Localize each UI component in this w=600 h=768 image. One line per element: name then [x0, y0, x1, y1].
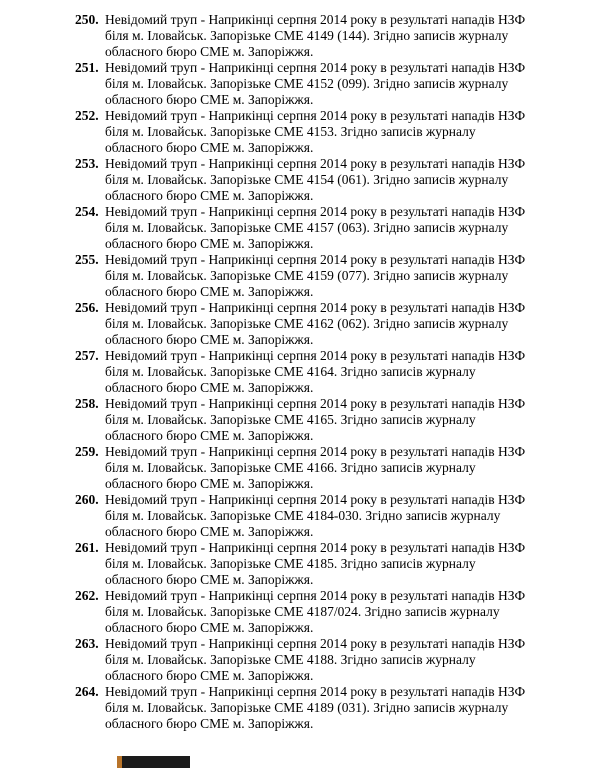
entry-text-line: Невідомий труп - Наприкінці серпня 2014 року в результаті нападів НЗФ — [105, 252, 526, 267]
entry-text-line: біля м. Іловайськ. Запорізьке СМЕ 4185. Згідно записів журналу — [105, 556, 476, 571]
entry-text-line: Невідомий труп - Наприкінці серпня 2014 року в результаті нападів НЗФ — [105, 636, 526, 651]
list-item — [75, 60, 600, 108]
entry-text-line: Невідомий труп - Наприкінці серпня 2014 року в результаті нападів НЗФ — [105, 540, 526, 555]
entry-text — [105, 588, 525, 636]
entry-text-line: біля м. Іловайськ. Запорізьке СМЕ 4166. Згідно записів журналу — [105, 460, 476, 475]
entry-text-line: обласного бюро СМЕ м. Запоріжжя. — [105, 188, 314, 203]
entry-text — [105, 12, 525, 60]
entry-number: 261. — [75, 540, 99, 555]
entry-text — [105, 444, 525, 492]
entry-text-line: Невідомий труп - Наприкінці серпня 2014 року в результаті нападів НЗФ — [105, 492, 526, 507]
entry-text-line: біля м. Іловайськ. Запорізьке СМЕ 4157 (063). Згідно записів журналу — [105, 220, 509, 235]
entry-number: 257. — [75, 348, 99, 363]
entry-text — [105, 684, 525, 732]
entry-text-line: Невідомий труп - Наприкінці серпня 2014 року в результаті нападів НЗФ — [105, 348, 526, 363]
list-item — [75, 444, 600, 492]
entry-text-line: Невідомий труп - Наприкінці серпня 2014 року в результаті нападів НЗФ — [105, 396, 526, 411]
entry-text-line: обласного бюро СМЕ м. Запоріжжя. — [105, 284, 314, 299]
entry-text — [105, 396, 525, 444]
entry-number: 258. — [75, 396, 99, 411]
entry-number: 252. — [75, 108, 99, 123]
list-item — [75, 300, 600, 348]
list-item — [75, 204, 600, 252]
entry-text — [105, 300, 525, 348]
list-item — [75, 684, 600, 732]
entry-text — [105, 540, 525, 588]
entry-text-line: обласного бюро СМЕ м. Запоріжжя. — [105, 476, 314, 491]
entry-text-line: Невідомий труп - Наприкінці серпня 2014 року в результаті нападів НЗФ — [105, 684, 526, 699]
entry-text-line: біля м. Іловайськ. Запорізьке СМЕ 4152 (099). Згідно записів журналу — [105, 76, 509, 91]
entry-text-line: обласного бюро СМЕ м. Запоріжжя. — [105, 92, 314, 107]
footer-bar-accent — [117, 756, 122, 768]
list-item — [75, 348, 600, 396]
entry-text-line: обласного бюро СМЕ м. Запоріжжя. — [105, 236, 314, 251]
entry-number: 251. — [75, 60, 99, 75]
entry-text-line: Невідомий труп - Наприкінці серпня 2014 року в результаті нападів НЗФ — [105, 12, 526, 27]
entry-list — [75, 12, 600, 732]
entry-text-line: біля м. Іловайськ. Запорізьке СМЕ 4159 (077). Згідно записів журналу — [105, 268, 509, 283]
entry-number: 250. — [75, 12, 99, 27]
entry-text-line: обласного бюро СМЕ м. Запоріжжя. — [105, 572, 314, 587]
list-item — [75, 12, 600, 60]
entry-text-line: біля м. Іловайськ. Запорізьке СМЕ 4149 (144). Згідно записів журналу — [105, 28, 509, 43]
list-item — [75, 636, 600, 684]
entry-text — [105, 492, 525, 540]
entry-number: 256. — [75, 300, 99, 315]
entry-number: 254. — [75, 204, 99, 219]
entry-text-line: біля м. Іловайськ. Запорізьке СМЕ 4187/024. Згідно записів журналу — [105, 604, 500, 619]
entry-text-line: обласного бюро СМЕ м. Запоріжжя. — [105, 428, 314, 443]
entry-text-line: біля м. Іловайськ. Запорізьке СМЕ 4165. Згідно записів журналу — [105, 412, 476, 427]
entry-text-line: Невідомий труп - Наприкінці серпня 2014 року в результаті нападів НЗФ — [105, 300, 526, 315]
list-item — [75, 156, 600, 204]
entry-text-line: обласного бюро СМЕ м. Запоріжжя. — [105, 140, 314, 155]
list-item — [75, 588, 600, 636]
entry-text — [105, 108, 525, 156]
list-item — [75, 396, 600, 444]
entry-text — [105, 156, 525, 204]
entry-text-line: Невідомий труп - Наприкінці серпня 2014 року в результаті нападів НЗФ — [105, 108, 526, 123]
entry-text — [105, 348, 525, 396]
entry-text-line: Невідомий труп - Наприкінці серпня 2014 року в результаті нападів НЗФ — [105, 156, 526, 171]
entry-text-line: Невідомий труп - Наприкінці серпня 2014 року в результаті нападів НЗФ — [105, 204, 526, 219]
entry-text-line: обласного бюро СМЕ м. Запоріжжя. — [105, 620, 314, 635]
entry-text-line: біля м. Іловайськ. Запорізьке СМЕ 4154 (061). Згідно записів журналу — [105, 172, 509, 187]
entry-text-line: обласного бюро СМЕ м. Запоріжжя. — [105, 668, 314, 683]
entry-text-line: біля м. Іловайськ. Запорізьке СМЕ 4153. Згідно записів журналу — [105, 124, 476, 139]
entry-text-line: біля м. Іловайськ. Запорізьке СМЕ 4189 (031). Згідно записів журналу — [105, 700, 509, 715]
list-item — [75, 252, 600, 300]
list-item — [75, 540, 600, 588]
entry-text-line: обласного бюро СМЕ м. Запоріжжя. — [105, 44, 314, 59]
entry-text — [105, 204, 525, 252]
entry-text-line: біля м. Іловайськ. Запорізьке СМЕ 4188. Згідно записів журналу — [105, 652, 476, 667]
entry-text-line: обласного бюро СМЕ м. Запоріжжя. — [105, 332, 314, 347]
entry-text — [105, 252, 525, 300]
entry-text-line: біля м. Іловайськ. Запорізьке СМЕ 4184-030. Згідно записів журналу — [105, 508, 501, 523]
entry-text-line: обласного бюро СМЕ м. Запоріжжя. — [105, 716, 314, 731]
entry-text-line: обласного бюро СМЕ м. Запоріжжя. — [105, 380, 314, 395]
entry-text-line: Невідомий труп - Наприкінці серпня 2014 року в результаті нападів НЗФ — [105, 588, 526, 603]
entry-text — [105, 60, 525, 108]
entry-text — [105, 636, 525, 684]
entry-number: 255. — [75, 252, 99, 267]
entry-number: 264. — [75, 684, 99, 699]
entry-text-line: біля м. Іловайськ. Запорізьке СМЕ 4162 (062). Згідно записів журналу — [105, 316, 509, 331]
list-item — [75, 492, 600, 540]
entry-number: 263. — [75, 636, 99, 651]
entry-text-line: біля м. Іловайськ. Запорізьке СМЕ 4164. Згідно записів журналу — [105, 364, 476, 379]
entry-number: 259. — [75, 444, 99, 459]
entry-number: 262. — [75, 588, 99, 603]
entry-number: 260. — [75, 492, 99, 507]
entry-number: 253. — [75, 156, 99, 171]
footer-bar — [117, 756, 190, 768]
entry-text-line: Невідомий труп - Наприкінці серпня 2014 року в результаті нападів НЗФ — [105, 444, 526, 459]
entry-text-line: обласного бюро СМЕ м. Запоріжжя. — [105, 524, 314, 539]
entry-text-line: Невідомий труп - Наприкінці серпня 2014 року в результаті нападів НЗФ — [105, 60, 526, 75]
list-item — [75, 108, 600, 156]
